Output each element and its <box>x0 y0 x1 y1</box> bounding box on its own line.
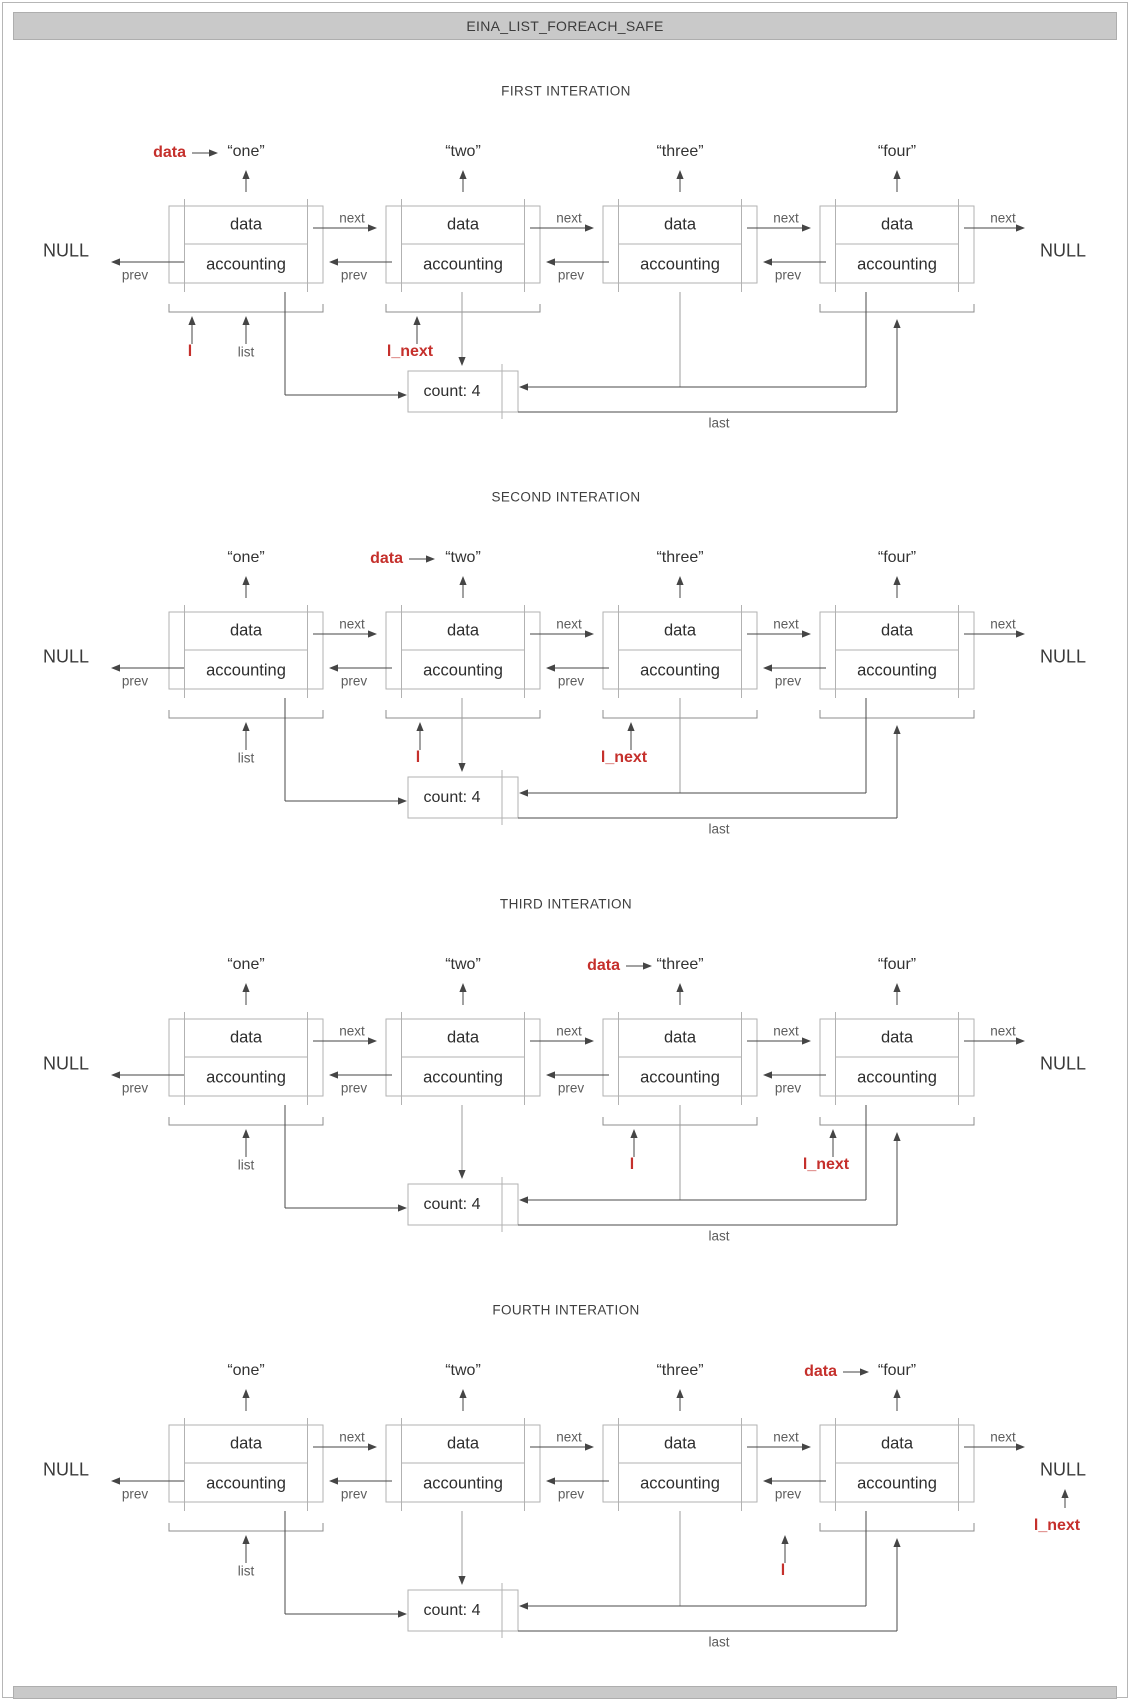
iteration-4-lines <box>111 1368 1069 1638</box>
data-pointer-label: data <box>804 1363 837 1380</box>
node-accounting-cell: accounting <box>423 1068 503 1086</box>
null-label: NULL <box>1039 1053 1087 1074</box>
prev-label: prev <box>121 673 149 688</box>
node-accounting-cell: accounting <box>640 1474 720 1492</box>
count-label: count: 4 <box>423 382 481 400</box>
last-label: last <box>708 1228 730 1244</box>
node-accounting-cell: accounting <box>640 661 720 679</box>
string-label: “three” <box>656 956 704 973</box>
string-label: “one” <box>227 143 265 160</box>
list-label: list <box>237 344 255 360</box>
next-label: next <box>556 210 582 225</box>
null-label: NULL <box>42 1053 90 1074</box>
node-accounting-cell: accounting <box>640 255 720 273</box>
prev-label: prev <box>121 1486 149 1501</box>
prev-label: prev <box>557 1486 585 1501</box>
iteration-3-lines <box>111 962 1025 1232</box>
next-label: next <box>773 1023 799 1038</box>
next-label: next <box>990 1023 1016 1038</box>
string-label: “two” <box>445 143 481 160</box>
prev-label: prev <box>557 673 585 688</box>
string-label: “two” <box>445 1362 481 1379</box>
l-label: l <box>629 1156 635 1173</box>
header-title: EINA_LIST_FOREACH_SAFE <box>466 18 664 34</box>
null-label: NULL <box>1039 646 1087 667</box>
node-data-cell: data <box>229 215 263 234</box>
node-data-cell: data <box>663 1434 697 1453</box>
string-label: “one” <box>227 956 265 973</box>
string-label: “four” <box>877 143 917 160</box>
next-label: next <box>339 616 365 631</box>
prev-label: prev <box>121 267 149 282</box>
next-label: next <box>339 1429 365 1444</box>
last-label: last <box>708 415 730 431</box>
string-label: “four” <box>877 549 917 566</box>
next-label: next <box>773 210 799 225</box>
string-label: “three” <box>656 143 704 160</box>
string-label: “four” <box>877 1362 917 1379</box>
null-label: NULL <box>1039 1459 1087 1480</box>
null-label: NULL <box>42 240 90 261</box>
node-accounting-cell: accounting <box>206 255 286 273</box>
prev-label: prev <box>774 673 802 688</box>
prev-label: prev <box>340 673 368 688</box>
string-label: “four” <box>877 956 917 973</box>
footer-bar <box>13 1686 1117 1699</box>
node-data-cell: data <box>446 1028 480 1047</box>
next-label: next <box>773 616 799 631</box>
next-label: next <box>556 1023 582 1038</box>
null-label: NULL <box>42 1459 90 1480</box>
node-data-cell: data <box>663 621 697 640</box>
node-data-cell: data <box>880 1434 914 1453</box>
node-data-cell: data <box>446 621 480 640</box>
next-label: next <box>339 210 365 225</box>
node-data-cell: data <box>229 1028 263 1047</box>
l-label: l <box>187 343 193 360</box>
node-accounting-cell: accounting <box>206 1068 286 1086</box>
prev-label: prev <box>557 1080 585 1095</box>
iteration-title: FIRST INTERATION <box>501 83 631 99</box>
string-label: “one” <box>227 1362 265 1379</box>
prev-label: prev <box>774 1486 802 1501</box>
next-label: next <box>556 616 582 631</box>
node-accounting-cell: accounting <box>857 661 937 679</box>
node-data-cell: data <box>663 215 697 234</box>
node-data-cell: data <box>446 215 480 234</box>
data-pointer-label: data <box>587 957 620 974</box>
string-label: “two” <box>445 956 481 973</box>
next-label: next <box>990 616 1016 631</box>
data-pointer-label: data <box>370 550 403 567</box>
string-label: “three” <box>656 1362 704 1379</box>
node-data-cell: data <box>229 621 263 640</box>
node-accounting-cell: accounting <box>206 661 286 679</box>
node-data-cell: data <box>229 1434 263 1453</box>
node-accounting-cell: accounting <box>423 661 503 679</box>
data-pointer-label: data <box>153 144 186 161</box>
next-label: next <box>773 1429 799 1444</box>
prev-label: prev <box>774 267 802 282</box>
prev-label: prev <box>121 1080 149 1095</box>
node-accounting-cell: accounting <box>857 1474 937 1492</box>
last-label: last <box>708 821 730 837</box>
l-label: l <box>780 1562 786 1579</box>
string-label: “three” <box>656 549 704 566</box>
node-accounting-cell: accounting <box>206 1474 286 1492</box>
next-label: next <box>990 1429 1016 1444</box>
count-label: count: 4 <box>423 1195 481 1213</box>
iteration-1-lines <box>111 149 1025 419</box>
iteration-title: SECOND INTERATION <box>491 489 641 505</box>
node-accounting-cell: accounting <box>640 1068 720 1086</box>
count-label: count: 4 <box>423 1601 481 1619</box>
iteration-title: FOURTH INTERATION <box>492 1302 640 1318</box>
node-data-cell: data <box>446 1434 480 1453</box>
null-label: NULL <box>1039 240 1087 261</box>
null-label: NULL <box>42 646 90 667</box>
node-accounting-cell: accounting <box>423 1474 503 1492</box>
count-label: count: 4 <box>423 788 481 806</box>
l-next-label: l_next <box>600 749 648 766</box>
node-data-cell: data <box>880 215 914 234</box>
l-next-label: l_next <box>802 1156 850 1173</box>
next-label: next <box>556 1429 582 1444</box>
node-accounting-cell: accounting <box>423 255 503 273</box>
list-label: list <box>237 1563 255 1579</box>
iteration-2-lines <box>111 555 1025 825</box>
iteration-title: THIRD INTERATION <box>499 896 633 912</box>
node-data-cell: data <box>880 1028 914 1047</box>
next-label: next <box>990 210 1016 225</box>
prev-label: prev <box>340 1486 368 1501</box>
l-next-label: l_next <box>1033 1517 1081 1534</box>
prev-label: prev <box>557 267 585 282</box>
node-data-cell: data <box>880 621 914 640</box>
prev-label: prev <box>774 1080 802 1095</box>
l-next-label: l_next <box>386 343 434 360</box>
string-label: “two” <box>445 549 481 566</box>
list-label: list <box>237 1157 255 1173</box>
node-accounting-cell: accounting <box>857 1068 937 1086</box>
next-label: next <box>339 1023 365 1038</box>
string-label: “one” <box>227 549 265 566</box>
prev-label: prev <box>340 267 368 282</box>
l-label: l <box>415 749 421 766</box>
list-label: list <box>237 750 255 766</box>
node-data-cell: data <box>663 1028 697 1047</box>
last-label: last <box>708 1634 730 1650</box>
node-accounting-cell: accounting <box>857 255 937 273</box>
prev-label: prev <box>340 1080 368 1095</box>
